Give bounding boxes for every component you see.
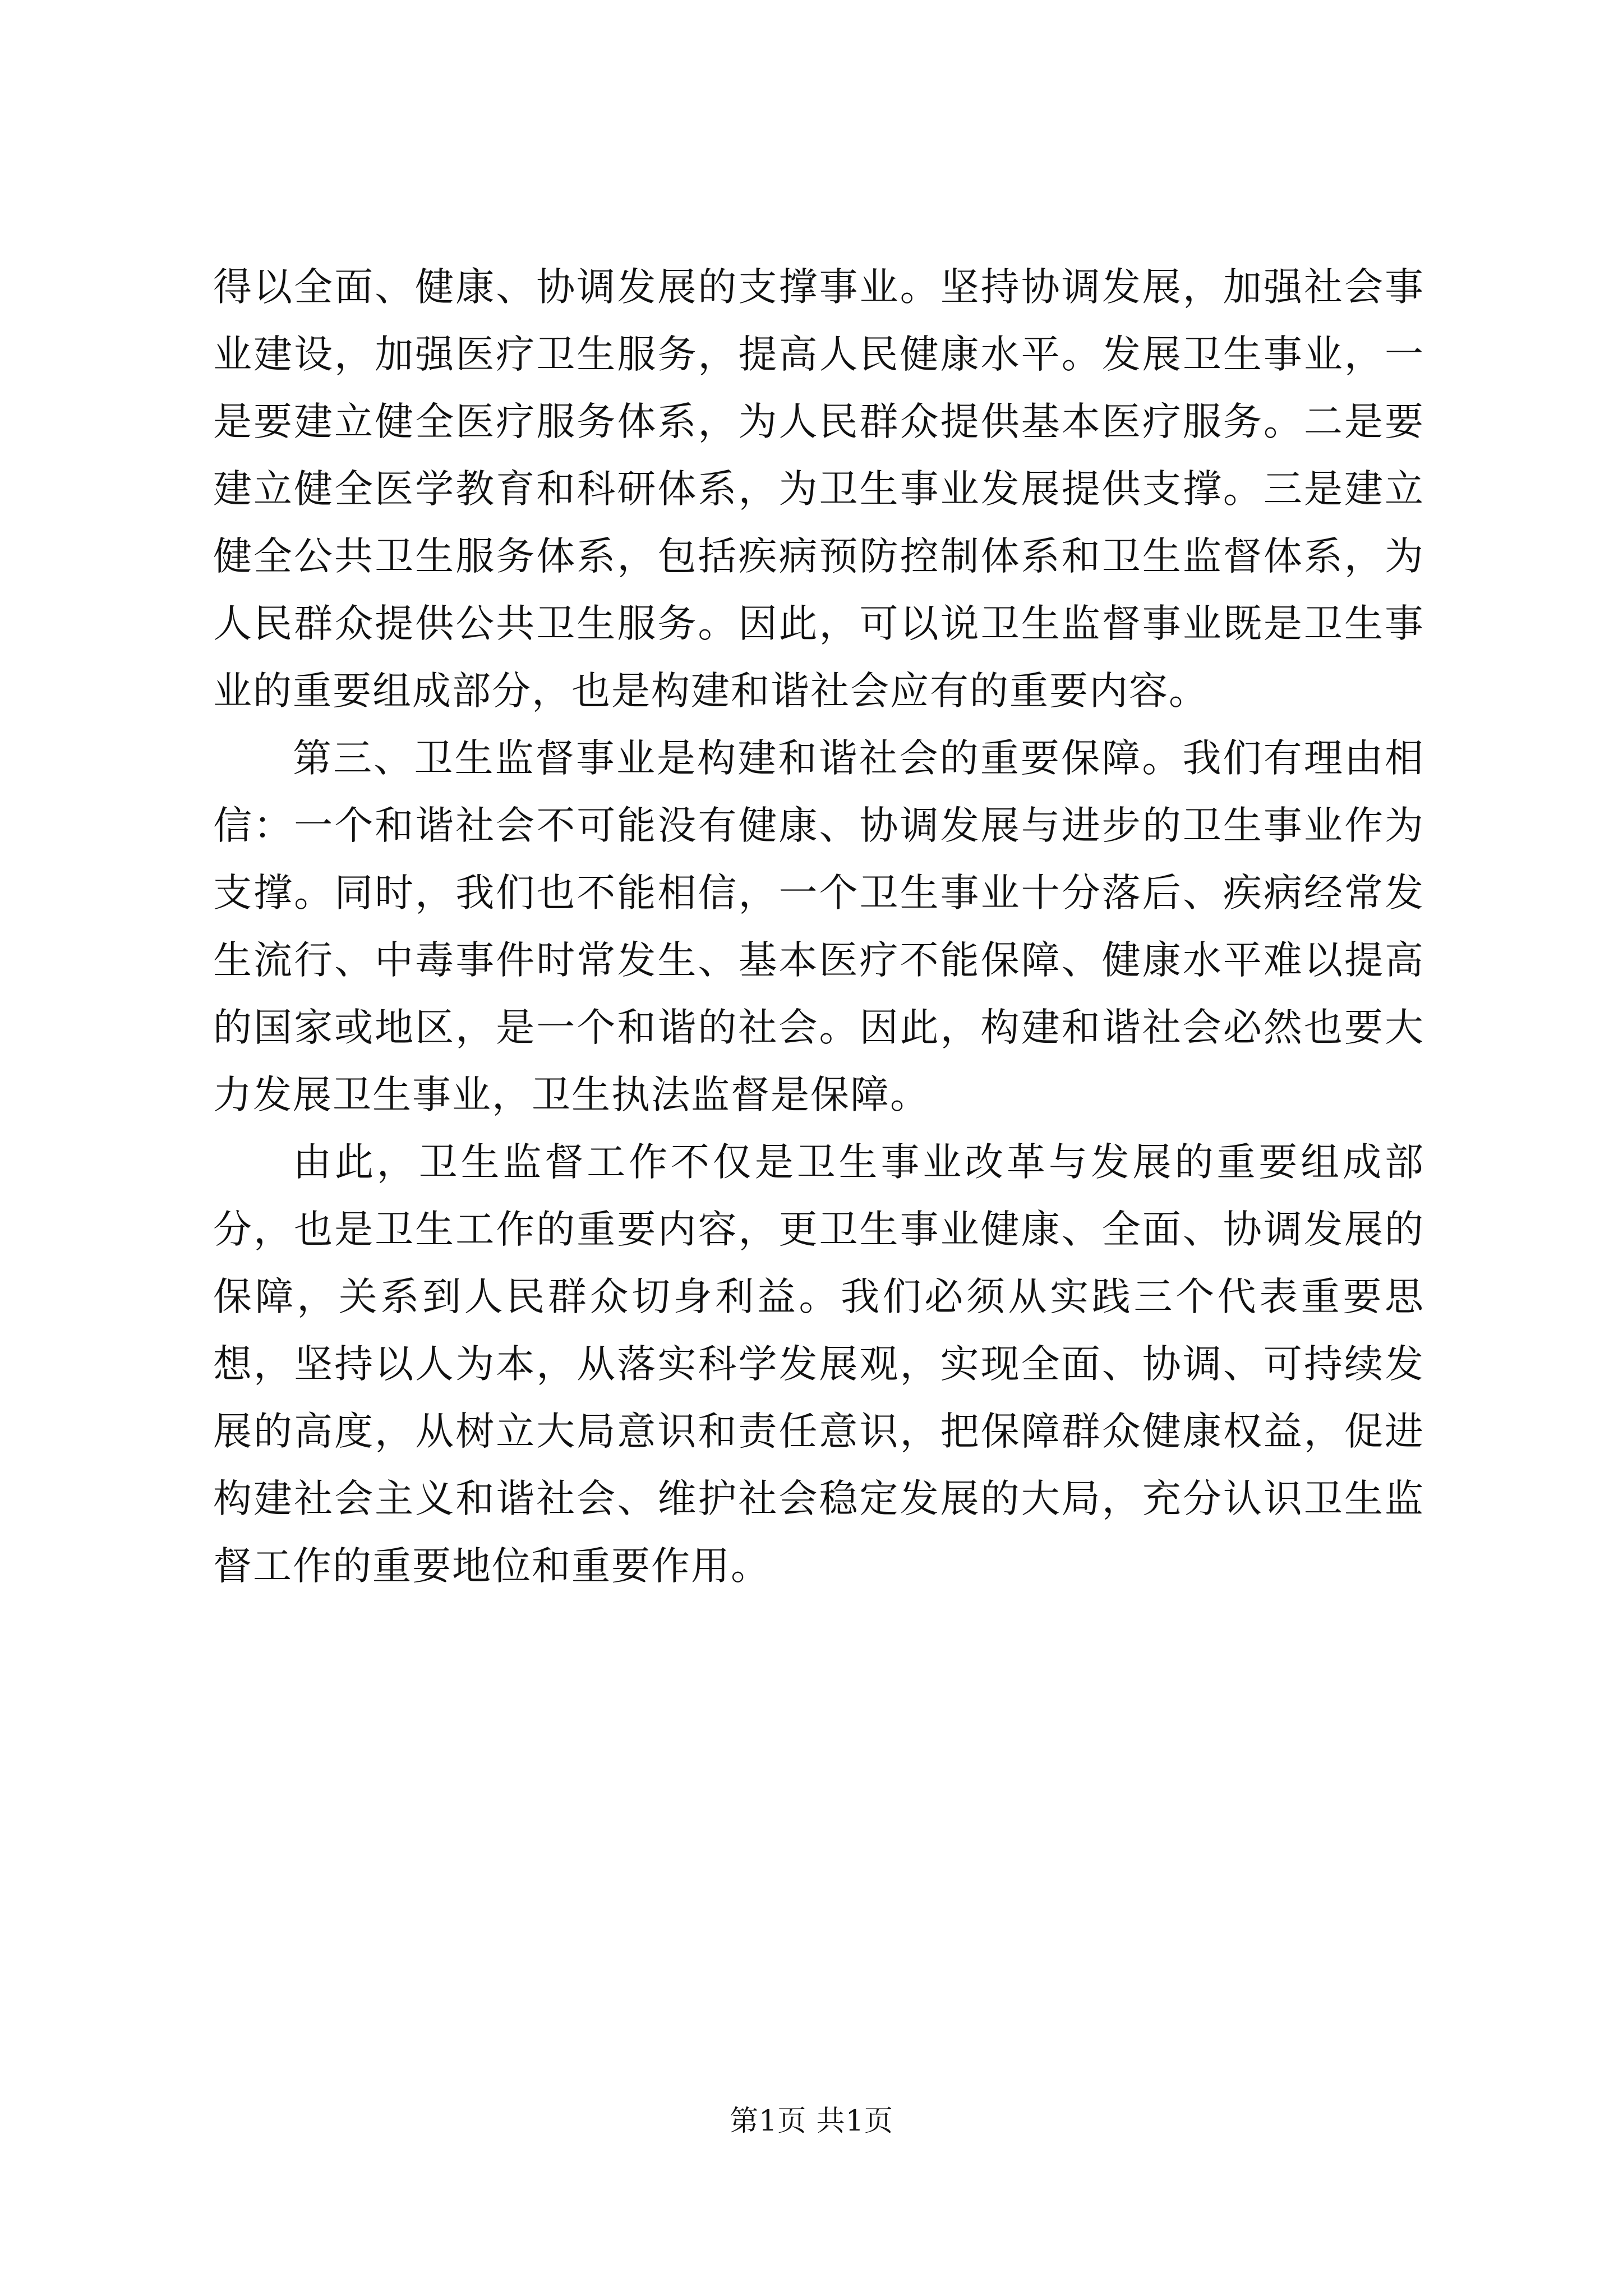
page-footer: 第1页 共1页 [729, 2105, 894, 2138]
document-body [213, 254, 1424, 1600]
paragraph-1: 得以全面、健康、协调发展的支撑事业。坚持协调发展，加强社会事业建设，加强医疗卫生服务，提高人民健康水平。发展卫生事业，一是要建立健全医疗服务体系，为人民群众提供基本医疗服务。二是要建立健全医学教育和科研体系，为卫生事业发展提供支撑。三是建立健全公共卫生服务体系，包括疾病预防控制体系和卫生监督体系，为人民群众提供公共卫生服务。因此，可以说卫生监督事业既是卫生事业的重要组成部分，也是构建和谐社会应有的重要内容。 [213, 265, 1424, 714]
paragraph-3: 由此，卫生监督工作不仅是卫生事业改革与发展的重要组成部分，也是卫生工作的重要内容，更卫生事业健康、全面、协调发展的保障，关系到人民群众切身利益。我们必须从实践三个代表重要思想，坚持以人为本，从落实科学发展观，实现全面、协调、可持续发展的高度，从树立大局意识和责任意识，把保障群众健康权益，促进构建社会主义和谐社会、维护社会稳定发展的大局，充分认识卫生监督工作的重要地位和重要作用。 [213, 1140, 1424, 1589]
paragraph-2: 第三、卫生监督事业是构建和谐社会的重要保障。我们有理由相信：一个和谐社会不可能没有健康、协调发展与进步的卫生事业作为支撑。同时，我们也不能相信，一个卫生事业十分落后、疾病经常发生流行、中毒事件时常发生、基本医疗不能保障、健康水平难以提高的国家或地区，是一个和谐的社会。因此，构建和谐社会必然也要大力发展卫生事业，卫生执法监督是保障。 [213, 736, 1424, 1117]
